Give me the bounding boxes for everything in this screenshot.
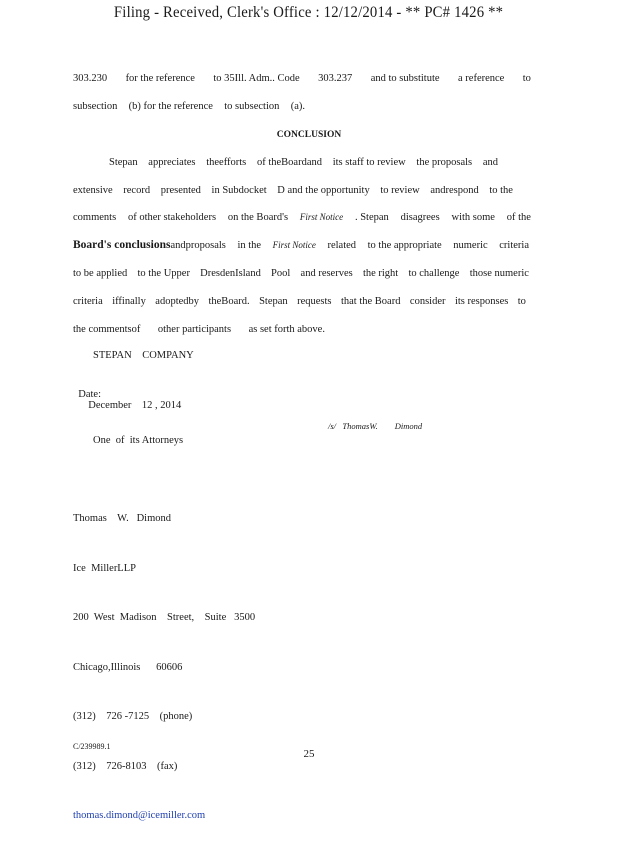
continuation-line-1 — [73, 73, 531, 84]
filing-header — [0, 4, 618, 22]
text-run: to be applied — [73, 268, 128, 279]
filing-header-text: Filing - Received, Clerk's Office : 12/12/2014 - ** PC# 1426 ** — [114, 4, 504, 21]
text-run: andrespond — [430, 185, 479, 196]
text-run: and reserves — [300, 268, 353, 279]
contact-firm: Ice MillerLLP — [73, 562, 136, 574]
text-run: extensive — [73, 185, 113, 196]
conclusion-line-2 — [73, 185, 513, 196]
conclusion-line-7 — [73, 324, 325, 335]
text-run: (b) for the reference — [128, 101, 213, 112]
text-run: the commentsof — [73, 324, 141, 335]
first-notice-italic: First Notice — [299, 212, 344, 222]
text-run: criteria — [499, 240, 529, 251]
conclusion-line-3 — [73, 212, 531, 223]
text-run: to the Upper — [137, 268, 190, 279]
text-run: disagrees — [400, 212, 440, 223]
text-run: in the — [237, 240, 262, 251]
text-run: subsection — [73, 101, 118, 112]
contact-phone: (312) 726 -7125 (phone) — [73, 711, 193, 722]
date-value: December 12 , 2014 — [88, 400, 182, 411]
text-run: those numeric — [469, 268, 529, 279]
first-notice-italic: First Notice — [272, 240, 316, 250]
text-run: D and the opportunity — [277, 185, 370, 196]
text-run: the proposals — [416, 157, 473, 168]
conclusion-line-4 — [73, 239, 529, 251]
text-run: presented — [160, 185, 201, 196]
text-run: its responses — [454, 296, 509, 307]
contact-name: Thomas W. Dimond — [73, 513, 172, 524]
text-run: (a). — [290, 101, 305, 112]
continuation-line-2 — [73, 101, 305, 112]
text-run: to the appropriate — [367, 240, 442, 251]
conclusion-heading: CONCLUSION — [276, 130, 342, 140]
signature-line: /s/ ThomasW. Dimond — [328, 421, 423, 431]
text-run: record — [123, 185, 151, 196]
text-run: that the Board — [340, 296, 401, 307]
contact-city: Chicago,Illinois 60606 — [73, 661, 183, 673]
text-run: to challenge — [408, 268, 460, 279]
text-run: consider — [409, 296, 446, 307]
text-run: to the — [489, 185, 513, 196]
text-run: to review — [380, 185, 420, 196]
text-run: the right — [362, 268, 399, 279]
text-run: of the — [506, 212, 531, 223]
text-run: DresdenIsland — [200, 268, 261, 279]
text-run: a reference — [458, 73, 505, 84]
text-run: to 35Ill. Adm.. Code — [213, 73, 300, 84]
text-run: and to substitute — [370, 73, 440, 84]
boards-conclusions-bold: Board's conclusions — [73, 239, 171, 251]
text-run: related — [327, 240, 357, 251]
text-run: appreciates — [148, 157, 196, 168]
text-run: of other stakeholders — [127, 212, 217, 223]
text-run: numeric — [453, 240, 488, 251]
document-code: C/239989.1 — [73, 742, 111, 751]
page-number: 25 — [303, 748, 315, 760]
text-run: Stepan — [259, 296, 288, 307]
text-run: its staff to review — [332, 157, 406, 168]
date-line — [73, 378, 181, 411]
contact-fax: (312) 726-8103 (fax) — [73, 760, 178, 772]
text-run: Pool — [271, 268, 291, 279]
text-run: . Stepan — [354, 212, 389, 223]
text-run: with some — [451, 212, 495, 223]
text-run: iffinally — [112, 296, 146, 307]
text-run: and — [482, 157, 498, 168]
conclusion-line-6 — [73, 296, 526, 307]
contact-street: 200 West Madison Street, Suite 3500 — [73, 612, 256, 623]
text-run: on the Board's — [227, 212, 289, 223]
text-run: 303.237 — [318, 73, 353, 84]
text-run: adoptedby — [155, 296, 200, 307]
text-run: of theBoardand — [256, 157, 322, 168]
contact-block — [73, 476, 255, 841]
text-run: requests — [297, 296, 332, 307]
text-run: to — [522, 73, 531, 84]
company-name: STEPAN COMPANY — [93, 350, 194, 361]
text-run: other participants — [157, 324, 232, 335]
text-run: for the reference — [125, 73, 195, 84]
text-run: to — [517, 296, 526, 307]
text-run: theefforts — [206, 157, 247, 168]
text-run: as set forth above. — [248, 324, 325, 335]
date-label: Date: — [78, 389, 101, 400]
text-run: andproposals — [170, 240, 226, 251]
text-run: Stepan — [109, 157, 138, 168]
text-run: in Subdocket — [211, 185, 267, 196]
bold-run — [73, 239, 226, 251]
contact-email-link[interactable]: thomas.dimond@icemiller.com — [73, 810, 206, 821]
conclusion-line-1 — [109, 157, 498, 168]
text-run: to subsection — [224, 101, 280, 112]
text-run: theBoard. — [208, 296, 250, 307]
text-run: comments — [73, 212, 117, 223]
text-run: 303.230 — [73, 73, 108, 84]
text-run: criteria — [73, 296, 103, 307]
conclusion-line-5 — [73, 268, 529, 279]
attorney-role: One of its Attorneys — [93, 435, 184, 446]
